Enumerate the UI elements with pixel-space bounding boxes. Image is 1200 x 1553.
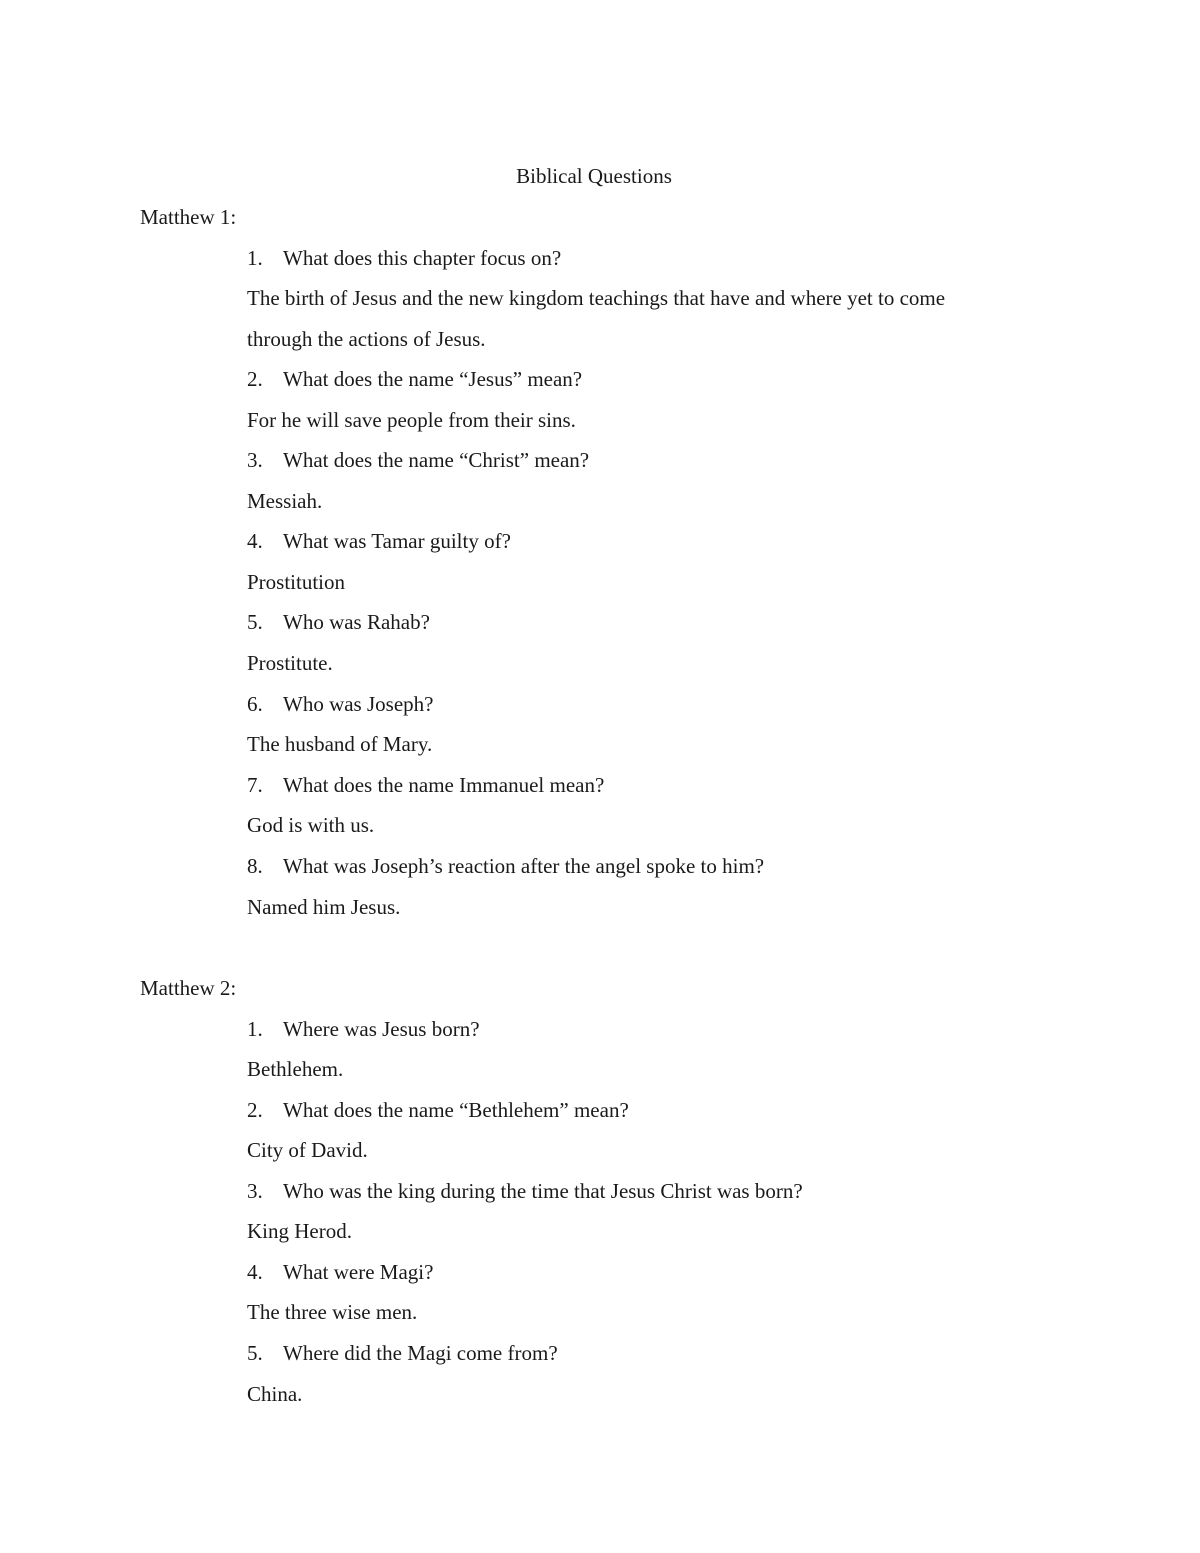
question-line — [247, 771, 604, 799]
answer-text: The three wise men. — [247, 1300, 418, 1324]
answer-text: Named him Jesus. — [247, 895, 401, 919]
question-line — [247, 365, 582, 393]
question-number: 1. — [247, 246, 263, 270]
question-line — [247, 1015, 480, 1043]
question-line — [247, 852, 764, 880]
answer-text: The birth of Jesus and the new kingdom teachings that have and where yet to come — [247, 286, 946, 310]
question-number: 6. — [247, 692, 263, 716]
question-line — [247, 1258, 433, 1286]
question-text: What was Joseph’s reaction after the angel spoke to him? — [283, 854, 765, 878]
question-text: Who was Rahab? — [283, 610, 430, 634]
question-line — [247, 1339, 558, 1367]
question-text: What does this chapter focus on? — [283, 246, 562, 270]
question-number: 5. — [247, 1341, 263, 1365]
question-number: 2. — [247, 367, 263, 391]
question-text: Where did the Magi come from? — [283, 1341, 558, 1365]
question-number: 3. — [247, 448, 263, 472]
answer-text: Messiah. — [247, 489, 323, 513]
answer-text: Prostitution — [247, 570, 346, 594]
question-number: 2. — [247, 1098, 263, 1122]
answer-text: For he will save people from their sins. — [247, 408, 576, 432]
section-heading-matthew-1: Matthew 1: — [140, 205, 237, 229]
question-line — [247, 244, 561, 272]
answer-text: God is with us. — [247, 813, 375, 837]
answer-text: King Herod. — [247, 1219, 352, 1243]
answer-text: China. — [247, 1382, 303, 1406]
question-text: What does the name “Jesus” mean? — [283, 367, 583, 391]
question-number: 8. — [247, 854, 263, 878]
question-line — [247, 527, 511, 555]
answer-text: through the actions of Jesus. — [247, 327, 486, 351]
answer-text: Prostitute. — [247, 651, 333, 675]
question-text: What does the name “Bethlehem” mean? — [283, 1098, 629, 1122]
question-text: Who was the king during the time that Jesus Christ was born? — [283, 1179, 803, 1203]
question-text: Who was Joseph? — [283, 692, 434, 716]
question-text: What does the name Immanuel mean? — [283, 773, 605, 797]
section-heading-matthew-2: Matthew 2: — [140, 976, 237, 1000]
question-number: 7. — [247, 773, 263, 797]
question-text: What was Tamar guilty of? — [283, 529, 511, 553]
question-number: 3. — [247, 1179, 263, 1203]
question-number: 4. — [247, 529, 263, 553]
question-line — [247, 608, 430, 636]
question-line — [247, 690, 433, 718]
answer-text: Bethlehem. — [247, 1057, 344, 1081]
question-number: 4. — [247, 1260, 263, 1284]
question-line — [247, 446, 589, 474]
document-title: Biblical Questions — [516, 164, 672, 188]
question-line — [247, 1177, 803, 1205]
question-text: What does the name “Christ” mean? — [283, 448, 590, 472]
answer-text: City of David. — [247, 1138, 368, 1162]
question-line — [247, 1096, 629, 1124]
question-number: 5. — [247, 610, 263, 634]
answer-text: The husband of Mary. — [247, 732, 433, 756]
question-text: Where was Jesus born? — [283, 1017, 480, 1041]
question-number: 1. — [247, 1017, 263, 1041]
question-text: What were Magi? — [283, 1260, 434, 1284]
